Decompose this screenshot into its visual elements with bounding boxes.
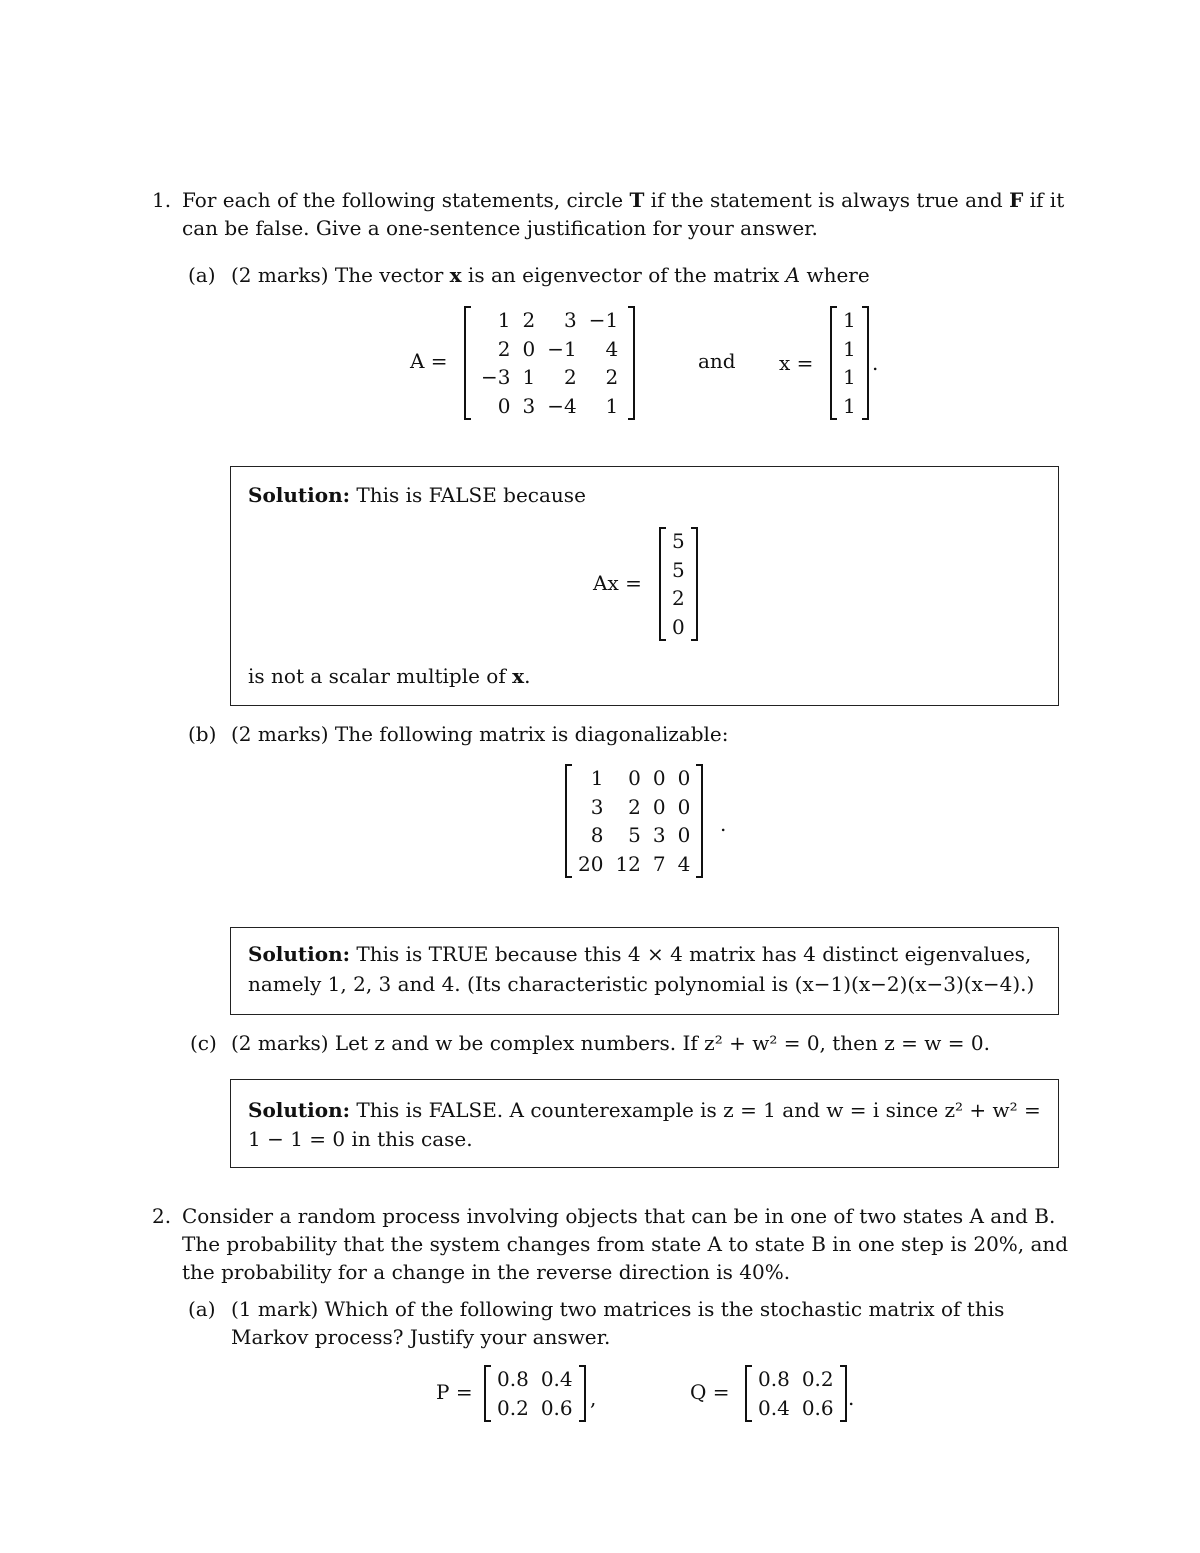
matrix-P-label: P = [436,1380,473,1404]
matrix-M-cell: 3 [590,794,604,819]
matrix-M-cell: 3 [652,823,666,847]
matrix-M-cell: 0 [677,766,691,790]
solution-a-line-2 [248,662,530,690]
q1-intro-line-1 [182,186,1064,214]
solution-c-line-1 [248,1096,1041,1124]
q1-number: 1. [152,188,172,212]
q1a-text: The vector [328,263,450,287]
matrix-A-cell: 1 [605,393,619,418]
matrix-A-cell: 2 [522,308,536,332]
q2-line-1: Consider a random process involving objects that can be in one of two states A and B. [182,1204,1056,1228]
period: . [720,812,727,836]
vector-Ax-cell: 2 [672,586,685,610]
matrix-A-cell: 0 [497,393,511,418]
matrix-P-cell: 0.8 [497,1367,529,1391]
matrix-M-cell: 0 [628,766,641,790]
solution-text: This is FALSE. A counterexample is z = 1 and w = i since z² + w² = [350,1098,1041,1122]
matrix-M-cell: 0 [652,766,666,790]
matrix-M-cell: 12 [615,851,641,876]
solution-text: This is FALSE because [350,483,586,507]
vector-x-label: x = [779,351,814,375]
vector-Ax-cell: 0 [672,614,685,639]
q2a-line-1: (1 mark) Which of the following two matrices is the stochastic matrix of this [231,1297,1005,1321]
false-symbol: F [1009,188,1024,212]
matrix-Q-cell: 0.6 [801,1395,834,1420]
vector-Ax-cell: 5 [672,529,685,553]
q2-number: 2. [152,1204,172,1228]
matrix-A-cell: 3 [522,393,536,418]
matrix-M-cell: 4 [677,851,691,876]
vector-x-cell: 1 [843,336,856,361]
matrix-M-cell: 2 [628,794,641,819]
matrix-Q-cell: 0.8 [758,1367,790,1391]
solution-b-line-1 [248,940,1031,968]
q1c-tag: (c) [190,1031,217,1055]
solution-box-b [230,927,1059,1015]
q2-line-3: the probability for a change in the reverse direction is 40%. [182,1260,791,1284]
solution-label: Solution: [248,942,351,966]
vector-x: x [449,263,462,287]
period: . [848,1386,855,1410]
q1-intro-text: For each of the following statements, circle [182,188,630,212]
matrix-A-cell: −1 [547,336,577,361]
solution-a-line-1 [248,481,586,509]
matrix-A-cell: −3 [481,365,511,389]
solution-text: . [524,664,531,688]
matrix-M-cell: 8 [590,823,604,847]
true-symbol: T [629,188,645,212]
vector-x-cell: 1 [843,365,856,389]
vector-Ax [659,527,698,641]
q1b-text: The following matrix is diagonalizable: [328,722,729,746]
matrix-A-cell: 2 [563,365,577,389]
q1-intro-line-2: can be false. Give a one-sentence justification for your answer. [182,216,818,240]
vector-Ax-cell: 5 [672,557,685,582]
q1-intro-text: if it [1023,188,1065,212]
matrix-M-cell: 0 [677,794,691,819]
matrix-A-cell: −1 [588,308,619,332]
matrix-A-label: A = [410,349,448,373]
matrix-M-cell: 7 [652,851,666,876]
comma: , [590,1386,597,1410]
solution-c-line-2: 1 − 1 = 0 in this case. [248,1127,473,1151]
solution-b-line-2: namely 1, 2, 3 and 4. (Its characteristic polynomial is (x−1)(x−2)(x−3)(x−4).) [248,972,1035,996]
q1c-text: Let z and w be complex numbers. If z² + w² = 0, then z = w = 0. [328,1031,990,1055]
q1-intro-text: if the statement is always true and [644,188,1010,212]
matrix-M-cell: 20 [578,851,604,876]
Ax-label: Ax = [593,571,642,595]
matrix-A-symbol: A [785,263,801,287]
vector-x-cell: 1 [843,308,856,332]
q1a-marks: (2 marks) [231,263,329,287]
matrix-M-cell: 0 [677,823,691,847]
matrix-A-cell: 2 [497,336,511,361]
matrix-Q-cell: 0.2 [801,1367,834,1391]
vector-x: x [512,664,525,688]
and-word: and [698,349,736,373]
matrix-P [484,1365,586,1422]
matrix-A-cell: 2 [605,365,619,389]
matrix-M [565,764,703,878]
matrix-A-cell: 4 [605,336,619,361]
q1a-prompt [231,261,870,289]
matrix-P-cell: 0.4 [540,1367,573,1391]
matrix-A-cell: 3 [563,308,577,332]
matrix-M-cell: 1 [590,766,604,790]
solution-label: Solution: [248,1098,351,1122]
solution-text: This is TRUE because this 4 × 4 matrix has 4 distinct eigenvalues, [350,942,1032,966]
solution-text: is not a scalar multiple of [248,664,513,688]
matrix-M-cell: 5 [628,823,641,847]
q1b-tag: (b) [188,722,217,746]
matrix-Q [745,1365,847,1422]
matrix-Q-cell: 0.4 [758,1395,790,1420]
q2-line-2: The probability that the system changes from state A to state B in one step is 20%, and [182,1232,1069,1256]
q1a-text: where [800,263,870,287]
matrix-P-cell: 0.2 [497,1395,529,1420]
matrix-A-cell: 1 [497,308,511,332]
vector-x-cell: 1 [843,393,856,418]
q1c-marks: (2 marks) [231,1031,329,1055]
q2a-line-2: Markov process? Justify your answer. [231,1325,611,1349]
matrix-A-cell: 0 [522,336,536,361]
vector-x-matrix [830,306,869,420]
q1b-prompt [231,720,728,748]
matrix-P-cell: 0.6 [540,1395,573,1420]
matrix-Q-label: Q = [690,1380,730,1404]
matrix-M-cell: 0 [652,794,666,819]
matrix-A-cell: 1 [522,365,536,389]
matrix-A-cell: −4 [547,393,577,418]
solution-label: Solution: [248,483,351,507]
q1a-tag: (a) [188,263,216,287]
q1b-marks: (2 marks) [231,722,329,746]
q1c-prompt [231,1029,990,1057]
solution-box-a [230,466,1059,706]
q2a-tag: (a) [188,1297,216,1321]
q1a-text: is an eigenvector of the matrix [461,263,786,287]
solution-box-c [230,1079,1059,1168]
period: . [872,351,879,375]
matrix-A [464,306,635,420]
